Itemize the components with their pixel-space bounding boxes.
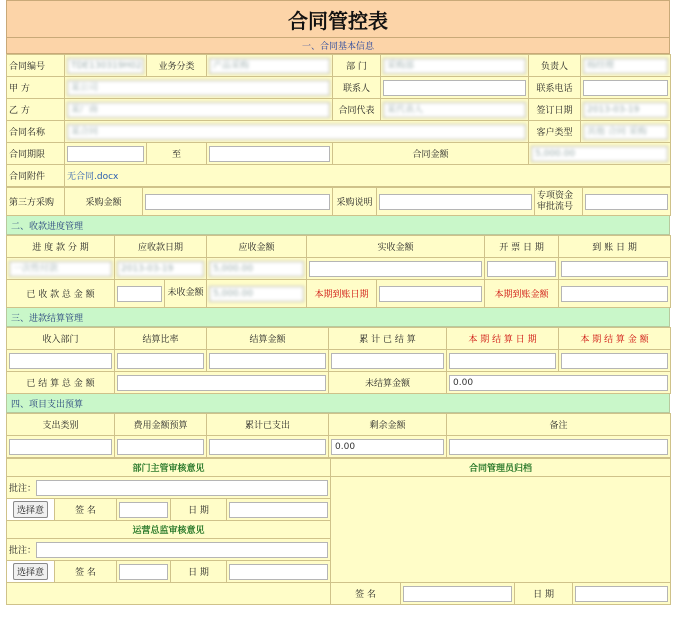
amount-input[interactable]: 5,000.00	[531, 146, 668, 162]
col-cumulative-settled: 累 计 已 结 算	[329, 328, 447, 350]
dept-input[interactable]: 采购部	[383, 58, 526, 74]
col-period-settle-date: 本 期 结 算 日 期	[447, 328, 559, 350]
business-type-input[interactable]: 产品采购	[209, 58, 330, 74]
contract-rep-input[interactable]: 某代表人	[383, 102, 526, 118]
contract-name-label: 合同名称	[7, 121, 65, 143]
ops-director-date-input[interactable]	[229, 564, 328, 580]
col-income-dept: 收入部门	[7, 328, 115, 350]
purchase-amount-input[interactable]	[145, 194, 330, 210]
dept-head-comment-label: 批注：	[9, 484, 37, 494]
purchase-amount-label: 采购金额	[65, 188, 143, 216]
settle-amount-input[interactable]	[209, 353, 326, 369]
total-received-label: 已 收 款 总 金 额	[7, 280, 115, 308]
owner-input[interactable]: 杨经理	[583, 58, 668, 74]
customer-type-input[interactable]: 其他 合同 采购	[583, 124, 668, 140]
contact-input[interactable]	[383, 80, 526, 96]
col-settle-amount: 结算金额	[207, 328, 329, 350]
expense-type-input[interactable]	[9, 439, 112, 455]
spent-input[interactable]	[209, 439, 326, 455]
sign-date-input[interactable]: 2013-03-19	[583, 102, 668, 118]
col-remaining: 剩余金额	[329, 414, 447, 436]
budget-input[interactable]	[117, 439, 204, 455]
amount-label: 合同金额	[333, 143, 529, 165]
contract-no-label: 合同编号	[7, 55, 65, 77]
period-start-input[interactable]	[67, 146, 144, 162]
invoice-date-input[interactable]	[487, 261, 556, 277]
period-arrival-date-label: 本期到账日期	[307, 280, 377, 308]
party-b-input[interactable]: 某厂商	[67, 102, 330, 118]
col-budget: 费用金额预算	[115, 414, 207, 436]
sign-date-label: 签订日期	[529, 99, 581, 121]
period-label: 合同期限	[7, 143, 65, 165]
col-note: 备注	[447, 414, 671, 436]
section-basic-info-header: 一、合同基本信息	[6, 38, 670, 54]
attachment-label: 合同附件	[7, 165, 65, 187]
dept-head-choose-button[interactable]: 选择意	[13, 501, 48, 518]
archive-sign-input[interactable]	[403, 586, 512, 602]
section-receipt-header: 二、收款进度管理	[6, 216, 670, 235]
period-arrival-amount-label: 本期到账金额	[485, 280, 559, 308]
dept-head-date-input[interactable]	[229, 502, 328, 518]
received-amount-input[interactable]	[309, 261, 482, 277]
dept-head-comment-input[interactable]	[36, 480, 328, 496]
party-a-input[interactable]: 某公司	[67, 80, 330, 96]
business-type-label: 业务分类	[147, 55, 207, 77]
settled-total-input[interactable]	[117, 375, 326, 391]
dept-label: 部 门	[333, 55, 381, 77]
page-title: 合同管控表	[6, 0, 670, 38]
period-to-label: 至	[147, 143, 207, 165]
cumulative-settled-input[interactable]	[331, 353, 444, 369]
col-settle-ratio: 结算比率	[115, 328, 207, 350]
owner-label: 负责人	[529, 55, 581, 77]
archive-date-input[interactable]	[575, 586, 668, 602]
settlement-table	[6, 327, 671, 394]
total-received-input[interactable]	[117, 286, 162, 302]
settled-total-label: 已 结 算 总 金 额	[7, 372, 115, 394]
contact-phone-input[interactable]	[583, 80, 668, 96]
party-a-label: 甲 方	[7, 77, 65, 99]
party-b-label: 乙 方	[7, 99, 65, 121]
contract-rep-label: 合同代表	[333, 99, 381, 121]
ops-director-review-title: 运营总监审核意见	[7, 521, 331, 539]
unsettled-label: 未结算金额	[329, 372, 447, 394]
receipt-table	[6, 235, 671, 308]
budget-table	[6, 413, 671, 458]
period-end-input[interactable]	[209, 146, 330, 162]
unreceived-input[interactable]: 5,000.00	[209, 286, 304, 302]
period-settle-amount-input[interactable]	[561, 353, 668, 369]
contract-no-input[interactable]: TDE130319H02	[67, 58, 144, 74]
contact-phone-label: 联系电话	[529, 77, 581, 99]
archive-date-label: 日 期	[515, 583, 573, 605]
special-fund-label: 专项资金审批流号	[535, 188, 583, 216]
installment-input[interactable]: 一次性付款	[9, 261, 112, 277]
ops-director-comment-input[interactable]	[36, 542, 328, 558]
due-amount-input[interactable]: 5,000.00	[209, 261, 304, 277]
contract-control-form	[6, 0, 670, 605]
col-installment: 进 度 款 分 期	[7, 236, 115, 258]
income-dept-input[interactable]	[9, 353, 112, 369]
col-arrival-date: 到 账 日 期	[559, 236, 671, 258]
dept-head-sign-label: 签 名	[55, 499, 117, 521]
contact-label: 联系人	[333, 77, 381, 99]
col-expense-type: 支出类别	[7, 414, 115, 436]
dept-head-review-title: 部门主管审核意见	[7, 459, 331, 477]
section-budget-header: 四、项目支出预算	[6, 394, 670, 413]
note-input[interactable]	[449, 439, 668, 455]
purchase-desc-input[interactable]	[379, 194, 532, 210]
period-settle-date-input[interactable]	[449, 353, 556, 369]
third-party-label: 第三方采购	[7, 188, 65, 216]
archive-sign-label: 签 名	[331, 583, 401, 605]
unsettled-input[interactable]: 0.00	[449, 375, 668, 391]
section-settlement-header: 三、进款结算管理	[6, 308, 670, 327]
archive-area	[331, 477, 671, 583]
customer-type-label: 客户类型	[529, 121, 581, 143]
purchase-desc-label: 采购说明	[333, 188, 377, 216]
ops-director-choose-button[interactable]: 选择意	[13, 563, 48, 580]
special-fund-input[interactable]	[585, 194, 668, 210]
due-date-input[interactable]: 2013-03-19	[117, 261, 204, 277]
approval-table	[6, 458, 671, 605]
ops-director-sign-input[interactable]	[119, 564, 168, 580]
ops-director-date-label: 日 期	[171, 561, 227, 583]
settle-ratio-input[interactable]	[117, 353, 204, 369]
ops-director-sign-label: 签 名	[55, 561, 117, 583]
archive-title: 合同管理员归档	[331, 459, 671, 477]
attachment-link[interactable]: 无合同.docx	[67, 172, 119, 182]
unreceived-label: 未收金额	[165, 280, 207, 308]
arrival-date-input[interactable]	[561, 261, 668, 277]
col-period-settle-amount: 本 期 结 算 金 额	[559, 328, 671, 350]
third-party-table	[6, 187, 671, 216]
basic-info-table	[6, 54, 671, 187]
col-invoice-date: 开 票 日 期	[485, 236, 559, 258]
approval-spacer	[7, 583, 331, 605]
period-arrival-amount-input[interactable]	[561, 286, 668, 302]
contract-name-input[interactable]: 某合同	[67, 124, 526, 140]
remaining-input[interactable]: 0.00	[331, 439, 444, 455]
dept-head-sign-input[interactable]	[119, 502, 168, 518]
col-spent: 累计已支出	[207, 414, 329, 436]
col-due-date: 应收款日期	[115, 236, 207, 258]
dept-head-date-label: 日 期	[171, 499, 227, 521]
col-received: 实收金额	[307, 236, 485, 258]
col-due-amount: 应收金额	[207, 236, 307, 258]
ops-director-comment-label: 批注：	[9, 546, 37, 556]
period-arrival-date-input[interactable]	[379, 286, 482, 302]
